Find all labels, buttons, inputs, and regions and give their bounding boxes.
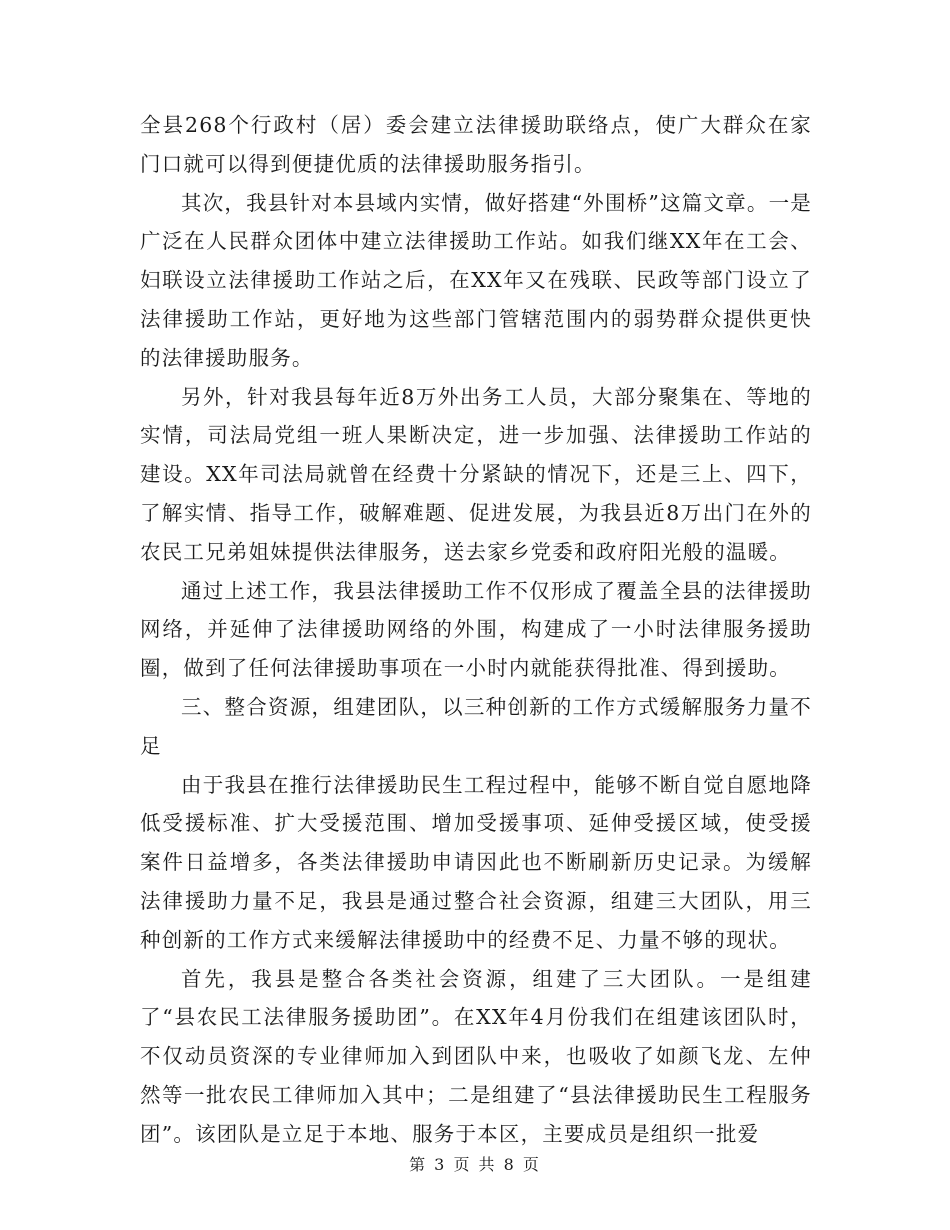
paragraph-1: 全县268个行政村（居）委会建立法律援助联络点，使广大群众在家门口就可以得到便捷优质的法律援助服务指引。: [140, 113, 812, 176]
page-number: 第 3 页 共 8 页: [409, 1155, 541, 1174]
section-heading: 三、整合资源，组建团队，以三种创新的工作方式缓解服务力量不足: [140, 694, 812, 758]
document-body: [140, 106, 812, 1154]
page-footer: [0, 1152, 950, 1175]
paragraph-4: 通过上述工作，我县法律援助工作不仅形成了覆盖全县的法律援助网络，并延伸了法律援助网络的外围，构建成了一小时法律服务援助圈，做到了任何法律援助事项在一小时内就能获得批准、得到援助。: [140, 578, 812, 681]
paragraph-5: 由于我县在推行法律援助民生工程过程中，能够不断自觉自愿地降低受援标准、扩大受援范围、增加受援事项、延伸受援区域，使受援案件日益增多，各类法律援助申请因此也不断刷新历史记录。为缓解法律援助力量不足，我县是通过整合社会资源，组建三大团队，用三种创新的工作方式来缓解法律援助中的经费不足、力量不够的现状。: [140, 772, 812, 952]
paragraph-3: 另外，针对我县每年近8万外出务工人员，大部分聚集在、等地的实情，司法局党组一班人果断决定，进一步加强、法律援助工作站的建设。XX年司法局就曾在经费十分紧缺的情况下，还是三上、四下，了解实情、指导工作，破解难题、促进发展，为我县近8万出门在外的农民工兄弟姐妹提供法律服务，送去家乡党委和政府阳光般的温暖。: [140, 384, 812, 564]
paragraph-6: 首先，我县是整合各类社会资源，组建了三大团队。一是组建了“县农民工法律服务援助团”。在XX年4月份我们在组建该团队时，不仅动员资深的专业律师加入到团队中来，也吸收了如颜飞龙、左仲然等一批农民工律师加入其中；二是组建了“县法律援助民生工程服务团”。该团队是立足于本地、服务于本区，主要成员是组织一批爱: [140, 966, 812, 1146]
paragraph-2: 其次，我县针对本县域内实情，做好搭建“外围桥”这篇文章。一是广泛在人民群众团体中建立法律援助工作站。如我们继XX年在工会、妇联设立法律援助工作站之后，在XX年又在残联、民政等部门设立了法律援助工作站，更好地为这些部门管辖范围内的弱势群众提供更快的法律援助服务。: [140, 190, 812, 370]
